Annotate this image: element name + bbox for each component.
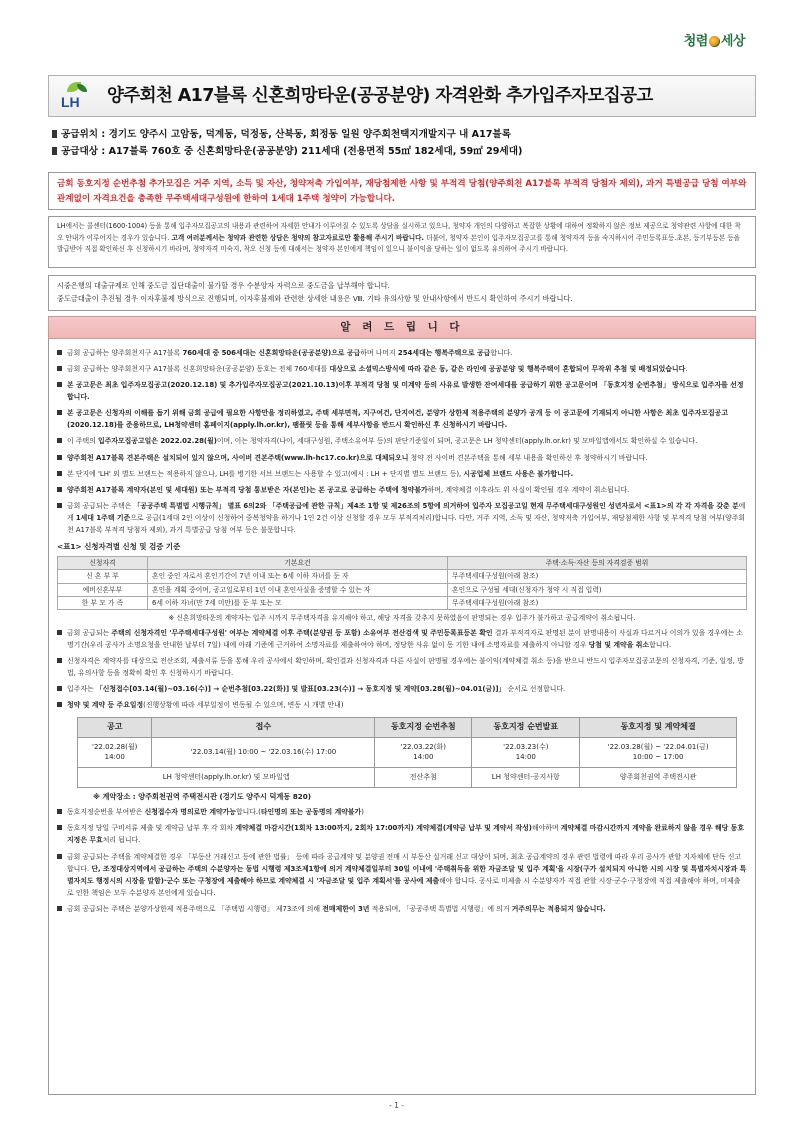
page-number: - 1 - xyxy=(389,1101,404,1110)
globe-icon xyxy=(709,36,720,47)
table-row: '22.02.28(월) 14:00 '22.03.14(월) 10:00 ~ '22.03.16(수) 17:00 '22.03.22(화) 14:00 '22.03.23(수) 14:00 '22.03.28(월) ~ '22.04.01(금) 10:00 ~ 17:00 xyxy=(78,737,737,767)
loan-notice: 시중은행의 대출규제로 인해 중도금 집단대출이 불가할 경우 수분양자 자력으로 중도금을 납부해야 합니다. 중도금대출이 추진될 경우 이자후불제 방식으로 진행되며, 이자후불제와 관련한 상세한 내용은 Ⅷ. 기타 유의사항 및 안내사항에서 반드시 확인하여 주시기 바랍니다. xyxy=(48,275,756,311)
notice-body xyxy=(48,339,756,1095)
notice-item: 금회 공급되는 주택은 「공공주택 특별법 시행규칙」 별표 6의2와 「주택공급에 관한 규칙」제4조 1항 및 제26조의 5항에 의거하여 입주자 모집공고일 현재 무주택세대구성원인 성년자로서 <표1>의 각 각 자격을 갖춘 분에게 1세대 1주택 기준으로 공급(1세대 2인 이상이 신청하여 중복청약을 하거나 1인 2건 이상 신청할 경우 모두 부적격처리)합니다. 다만, 거주 지역, 소득 및 자산, 청약저축 가입여부, 재당첨제한 사항 및 부적격 당첨 여부(양주회천 A17블록 부적격 당첨자 제외), 과거 특별공급 당첨 여부 등은 불문합니다. xyxy=(57,500,747,536)
notice-heading: 알 려 드 립 니 다 xyxy=(48,316,756,339)
table-row: LH 청약센터(apply.lh.or.kr) 및 모바일앱 전산추첨 LH 청약센터-공지사항 양주회천권역 주택전시관 xyxy=(78,767,737,787)
notice-item: 금회 공급하는 양주회천지구 A17블록 760세대 중 506세대는 신혼희망타운(공공분양)으로 공급하며 나머지 254세대는 행복주택으로 공급합니다. xyxy=(57,347,747,359)
notice-item: 양주회천 A17블록 견본주택은 설치되어 있지 않으며, 사이버 견본주택(www.lh-hc17.co.kr)으로 대체되오니 청약 전 사이버 견본주택을 통해 세부 내용을 확인하신 후 청약하시기 바랍니다. xyxy=(57,452,747,464)
contract-place: ※ 계약장소 : 양주회천권역 주택전시관 (경기도 양주시 덕계동 820) xyxy=(93,791,312,801)
table-row: 한 부 모 가 족 6세 이하 자녀(만 7세 미만)를 둔 부 또는 모 무주택세대구성원(아래 참조) xyxy=(58,596,747,609)
red-notice: 금회 동호지정 순번추첨 추가모집은 거주 지역, 소득 및 자산, 청약저축 가입여부, 재당첨제한 사항 및 부적격 당첨(양주회천 A17블록 부적격 당첨자 제외), 과거 특별공급 당첨 여부와 관계없이 자격요건을 충족한 무주택세대구성원에 한하여 1세대 1주택 청약이 가능합니다. xyxy=(48,172,756,210)
notice-item: 신청자격은 계약자를 대상으로 전산조회, 제출서류 등을 통해 우리 공사에서 확인하며, 확인결과 신청자격과 다른 사실이 판명될 경우에는 불이익(계약체결 취소 등)을 받으니 반드시 입주자모집공고문의 신청자격, 기준, 일정, 방법, 유의사항 등을 정확히 확인 후 신청하시기 바랍니다. xyxy=(57,655,747,679)
consult-notice: LH에서는 콜센터(1600-1004) 등을 통해 입주자모집공고의 내용과 관련하여 자세한 안내가 이루어질 수 있도록 상담을 실시하고 있으나, 청약자 개인의 다양하고 복잡한 상황에 대하여 정확하지 않은 정보 제공으로 청약관련 사항에 대한 착오 안내가 이루어지는 경우가 있습니다. 고객 여러분께서는 청약과 관련한 상담은 청약의 참고자료로만 활용해 주시기 바랍니다. 더불어, 청약자 본인이 입주자모집공고를 통해 청약자격 등을 숙지하시어 주민등록표등.초본, 등기부등본 등을 발급받아 직접 확인하신 후 신청하시기 바라며, 청약자격 미숙지, 착오 신청 등에 대해서는 청약자 본인에게 책임이 있으니 불이익을 당하는 일이 없도록 유의하여 주시기 바랍니다. xyxy=(48,216,756,268)
notice-item: 본 공고문은 최초 입주자모집공고(2020.12.18) 및 추가입주자모집공고(2021.10.13)이후 부적격 당첨 및 미계약 등의 사유로 발생한 잔여세대를 공급하기 위한 공고문이며 「동호지정 순번추첨」 방식으로 입주자를 선정합니다. xyxy=(57,379,747,403)
table1-caption: <표1> 신청자격별 신청 및 검증 기준 xyxy=(57,542,181,552)
lh-logo: LH xyxy=(55,80,99,112)
square-bullet-icon xyxy=(52,147,57,155)
supply-info xyxy=(52,126,522,161)
notice-item: 금회 공급되는 주택은 분양가상한제 적용주택으로 「주택법 시행령」 제73조에 의해 전매제한이 3년 적용되며, 「공공주택 특별법 시행령」에 의거 거주의무는 적용되지 않습니다. xyxy=(57,903,747,915)
notice-item: 이 주택의 입주자모집공고일은 2022.02.28(월)이며, 이는 청약자격(나이, 세대구성원, 주택소유여부 등)의 판단기준일이 되며, 공고문은 LH 청약센터(apply.lh.or.kr) 및 모바일앱에서도 확인하실 수 있습니다. xyxy=(57,435,747,447)
notice-item: 금회 공급하는 양주회천지구 A17블록 신혼희망타운(공공분양) 동호는 전체 760세대를 대상으로 소셜믹스방식에 따라 같은 동, 같은 라인에 공공분양 및 행복주택이 혼합되어 무작위 추첨 및 배정되었습니다. xyxy=(57,363,747,375)
title-bar xyxy=(48,75,756,117)
notice-item: 동호지정 당일 구비서류 제출 및 계약금 납부 후 각 회차 계약체결 마감시간(1회차 13:00까지, 2회차 17:00까지) 계약체결(계약금 납부 및 계약서 작성)해야하며 계약체결 마감시간까지 계약을 완료하지 않을 경우 해당 동호지정은 무효처리 됩니다. xyxy=(57,822,747,846)
supply-location: 공급위치 : 경기도 양주시 고암동, 덕계동, 덕정동, 산북동, 회정동 일원 양주회천택지개발지구 내 A17블록 xyxy=(52,126,522,143)
notice-item: 본 단지에 'LH' 외 별도 브랜드는 적용하지 않으나, LH를 병기한 서브 브랜드는 사용할 수 있고(예시 : LH + 단지별 별도 브랜드 등), 시공업체 브랜드 사용은 불가합니다. xyxy=(57,468,747,480)
notice-item: 청약 및 계약 등 주요일정(진행상황에 따라 세부일정이 변동될 수 있으며, 변동 시 개별 안내) xyxy=(57,699,747,711)
notice-item: 금회 공급되는 주택을 계약체결한 경우 「부동산 거래신고 등에 관한 법률」 등에 따라 공급계약 및 분양권 전매 시 부동산 실거래 신고 대상이 되며, 최초 공급계약의 경우 관련 법령에 따라 우리 공사가 관할 지자체에 단독 신고합니다. 단, 조정대상지역에서 공급하는 주택의 수분양자는 동법 시행령 제3조제1항에 의거 계약체결일부터 30일 이내에 '주택취득을 위한 자금조달 및 입주 계획'을 시장(구가 설치되지 아니한 시의 시장 및 특별자치시장과 특별자치도 행정시의 시장을 말함)·군수 또는 구청장에 제출해야 하므로 계약체결 시 '자금조달 및 입주 계획서'를 공사에 제출해야 합니다. 공사로 미제출 시 수분양자가 직접 관할 시장·군수·구청장에 직접 제출해야 하며, 미제출로 인한 책임은 모두 수분양자 본인에게 있습니다. xyxy=(57,851,747,899)
notice-item: 양주회천 A17블록 계약자(본인 및 세대원) 또는 부적격 당첨 통보받은 자(본인)는 본 공고로 공급하는 주택에 청약불가하며, 계약체결 이후라도 위 사실이 확인될 경우 계약이 취소됩니다. xyxy=(57,484,747,496)
table1-note: ※ 신혼희망타운의 계약자는 입주 시까지 무주택자격을 유지해야 하고, 해당 자격을 갖추지 못하였음이 판명되는 경우 입주가 불가하고 공급계약이 취소됩니다. xyxy=(168,613,636,622)
supply-target: 공급대상 : A17블록 760호 중 신혼희망타운(공공분양) 211세대 (전용면적 55㎡ 182세대, 59㎡ 29세대) xyxy=(52,143,522,160)
schedule-table: 공고 접수 동호지정 순번추첨 동호지정 순번발표 동호지정 및 계약체결 '22.02.28(월) 14:00 '22.03.14(월) 10:00 ~ '22.03.16(수) 17:00 '22.03.22(화) 14:00 '22.03.23(수) 14:00 '22.03.28(월) ~ '22.04.01(금) 10:00 ~ 17:00 LH 청약센터(apply.lh.or.kr) 및 모바일앱 전산추첨 LH 청약센터-공지사항 양주회천권역 주택전시관 xyxy=(77,717,737,788)
table-row: 신 혼 부 부 혼인 중인 자로서 혼인기간이 7년 이내 또는 6세 이하 자녀를 둔 자 무주택세대구성원(아래 참조) xyxy=(58,570,747,583)
notice-item: 동호지정순번을 부여받은 신청접수자 명의로만 계약가능합니다.(타인명의 또는 공동명의 계약불가) xyxy=(57,806,747,818)
eligibility-table: 신청자격 기본요건 주택·소득·자산 등의 자격검증 범위 신 혼 부 부 혼인 중인 자로서 혼인기간이 7년 이내 또는 6세 이하 자녀를 둔 자 무주택세대구성원(아래 참조) 예비신혼부부 혼인을 계획 중이며, 공고일로부터 1년 이내 혼인사실을 증명할 수 있는 자 혼인으로 구성될 세대(신청자가 청약 시 직접 입력) 한 부 모 가 족 6세 이하 자녀(만 7세 미만)를 둔 부 또는 모 무주택세대구성원(아래 참조) xyxy=(57,556,747,610)
leaf-icon xyxy=(77,84,87,92)
square-bullet-icon xyxy=(52,130,57,138)
integrity-slogan: 청렴 세상 xyxy=(683,34,745,49)
notice-item: 금회 공급되는 주택의 신청자격인 '무주택세대구성원' 여부는 계약체결 이후 주택(분양권 등 포함) 소유여부 전산검색 및 주민등록표등본 확인 결과 부적격자로 판명된 분이 판명내용이 사실과 다르거나 이의가 있을 경우에는 소명기간(우리 공사가 소명요청을 안내한 날부터 7일) 내에 아래 기준에 근거하여 소명자료를 제출하여야 하며, 정당한 사유 없이 동 기한 내에 소명자료를 제출하지 아니할 경우 당첨 및 계약을 취소합니다. xyxy=(57,627,747,651)
table-row: 예비신혼부부 혼인을 계획 중이며, 공고일로부터 1년 이내 혼인사실을 증명할 수 있는 자 혼인으로 구성될 세대(신청자가 청약 시 직접 입력) xyxy=(58,583,747,596)
notice-item: 입주자는 「신청접수[03.14(월)~03.16(수)] → 순번추첨[03.22(화)] 및 발표[03.23(수)] → 동호지정 및 계약[03.28(월)~04.01(금)]」 순서로 선정합니다. xyxy=(57,683,747,695)
notice-item: 본 공고문은 신청자의 이해를 돕기 위해 금회 공급에 필요한 사항만을 정리하였고, 주택 세부면적, 지구여건, 단지여건, 분양가 상한제 적용주택의 분양가 공개 등 이 공고문에 기재되지 아니한 사항은 최초 입주자모집공고(2020.12.18)를 준용하므로, LH청약센터 홈페이지(apply.lh.or.kr), 팸플릿 등을 통해 세부사항을 반드시 확인하신 후 신청하시기 바랍니다. xyxy=(57,407,747,431)
page-title: 양주회천 A17블록 신혼희망타운(공공분양) 자격완화 추가입주자모집공고 xyxy=(107,85,653,106)
